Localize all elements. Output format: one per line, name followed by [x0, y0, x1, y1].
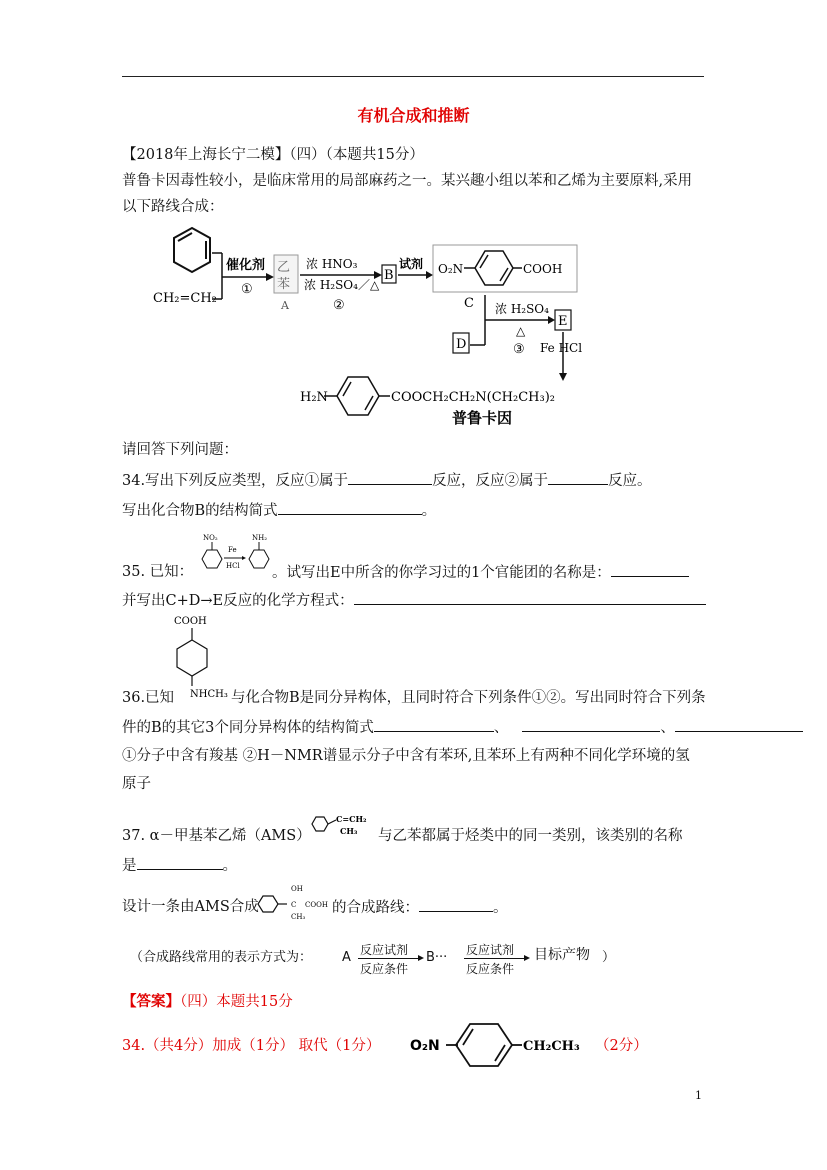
q36-line-4: 原子 [122, 776, 151, 792]
svg-text:NH₂: NH₂ [252, 534, 268, 542]
delta-label: △ [516, 324, 526, 338]
q36-line-3: ①分子中含有羧基 ②H－NMR谱显示分子中含有苯环,且苯环上有两种不同化学环境的氢 [122, 748, 690, 764]
svg-text:O₂N: O₂N [438, 262, 464, 276]
answer-34-structure [408, 1018, 598, 1074]
svg-text:H₂N: H₂N [300, 390, 328, 405]
q37-line-2: 是 。 [122, 855, 237, 876]
q36-line-2: 件的B的其它3个同分异构体的结构简式 、 、 [122, 717, 803, 738]
svg-text:C: C [291, 901, 297, 909]
svg-text:E: E [558, 314, 568, 329]
q35-blank-1[interactable] [611, 562, 689, 577]
step-1-label: ① [241, 282, 253, 297]
step-3-label: ③ [513, 342, 525, 357]
svg-text:COOCH₂CH₂N(CH₂CH₃)₂: COOCH₂CH₂N(CH₂CH₃)₂ [391, 390, 555, 405]
q36-blank-1[interactable] [374, 717, 494, 732]
target-structure [255, 882, 335, 922]
intro-line-1: 普鲁卡因毒性较小，是临床常用的局部麻药之一。某兴趣小组以苯和乙烯为主要原料,采用 [122, 173, 693, 189]
q36-blank-3[interactable] [675, 717, 803, 732]
svg-text:CH₃: CH₃ [340, 826, 358, 836]
page-title: 有机合成和推断 [357, 106, 470, 125]
ethylene-label: CH₂=CH₂ [153, 291, 217, 306]
q35-line-2: 并写出C+D→E反应的化学方程式： [122, 590, 706, 611]
svg-text:乙: 乙 [277, 260, 291, 275]
svg-text:D: D [456, 337, 467, 352]
q37-blank-1[interactable] [137, 855, 223, 870]
svg-text:HCl: HCl [226, 562, 240, 570]
step-2-label: ② [333, 298, 345, 313]
q37-blank-2[interactable] [419, 897, 493, 912]
q35-reaction-figure [190, 530, 270, 580]
svg-text:NO₂: NO₂ [203, 534, 218, 542]
question-header: 【2018年上海长宁二模】（四）（本题共15分） [122, 147, 424, 163]
svg-text:Fe: Fe [228, 546, 237, 554]
q36-structure [168, 612, 236, 702]
ams-structure [306, 810, 376, 840]
q34-blank-3[interactable] [278, 500, 422, 515]
h2so4-label: 浓 H₂SO₄／△ [304, 278, 380, 292]
label-a: A [281, 299, 289, 312]
hno3-label: 浓 HNO₃ [306, 257, 358, 271]
fe-hcl-label: Fe HCl [540, 341, 583, 355]
answer-header: 【答案】（四）本题共15分 [122, 993, 293, 1010]
svg-text:OH: OH [291, 885, 303, 893]
q37-line-3-pre: 设计一条由AMS合成 [122, 899, 259, 915]
svg-text:COOH: COOH [174, 616, 207, 627]
catalyst-label: 催化剂 [226, 258, 266, 273]
q34-line-1: 34.写出下列反应类型，反应①属于 反应，反应②属于 反应。 [122, 470, 652, 491]
q35-line-1: 。试写出E中所含的你学习过的1个官能团的名称是： [272, 562, 689, 583]
q35-pre: 35. 已知： [122, 564, 194, 580]
q34-line-2: 写出化合物B的结构简式 。 [122, 500, 436, 521]
synthesis-scheme [140, 225, 620, 435]
svg-text:B: B [384, 268, 394, 283]
svg-text:O₂N: O₂N [410, 1038, 440, 1054]
q36-blank-2[interactable] [522, 717, 660, 732]
svg-text:COOH: COOH [305, 901, 328, 909]
route-notation: （合成路线常用的表示方式为： A 反应试剂 反应条件 B··· 反应试剂 反应条件 目标产物 ） [130, 943, 616, 976]
svg-text:CH₂CH₃: CH₂CH₃ [523, 1039, 580, 1054]
label-c: C [464, 296, 474, 311]
svg-text:COOH: COOH [523, 262, 563, 276]
prompt: 请回答下列问题： [122, 442, 238, 458]
intro-line-2: 以下路线合成： [122, 199, 224, 215]
svg-text:C=CH₂: C=CH₂ [336, 814, 367, 824]
reagent-label: 试剂 [399, 257, 424, 271]
q36-line-1: 与化合物B是同分异构体，且同时符合下列条件①②。写出同时符合下列条 [231, 690, 706, 706]
answer-34: 34.（共4分）加成（1分） 取代（1分） [122, 1038, 381, 1054]
h2so4-2-label: 浓 H₂SO₄ [495, 302, 549, 316]
q34-blank-1[interactable] [348, 470, 432, 485]
q37-line-3: 的合成路线： 。 [332, 897, 508, 918]
answer-34-score: （2分） [595, 1038, 648, 1054]
svg-text:CH₃: CH₃ [291, 913, 306, 921]
product-name: 普鲁卡因 [452, 409, 513, 427]
svg-text:NHCH₃: NHCH₃ [190, 689, 228, 700]
q35-blank-2[interactable] [354, 590, 706, 605]
q36-pre: 36.已知 [122, 690, 175, 706]
header-rule [122, 76, 704, 77]
page-number: 1 [695, 1089, 702, 1102]
q37-line-1-post: 与乙苯都属于烃类中的同一类别，该类别的名称 [378, 828, 683, 844]
benzene-structure [174, 228, 210, 272]
q37-line-1: 37. α－甲基苯乙烯（AMS） [122, 828, 311, 844]
svg-text:苯: 苯 [277, 277, 291, 292]
q34-blank-2[interactable] [548, 470, 608, 485]
